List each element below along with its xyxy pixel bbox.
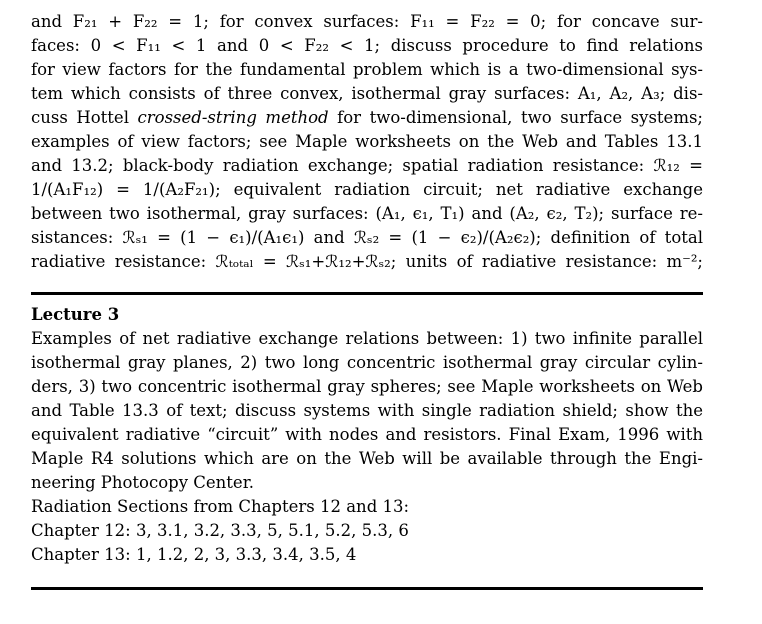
text-line: 1/(A₁F₁₂) = 1/(A₂F₂₁); equivalent radiation circuit; net radiative exchange bbox=[31, 180, 703, 199]
text-line: tem which consists of three convex, isothermal gray surfaces: A₁, A₂, A₃; dis- bbox=[31, 84, 703, 103]
text-line: equivalent radiative “circuit” with nodes and resistors. Final Exam, 1996 with bbox=[31, 425, 703, 444]
text-line: and Table 13.3 of text; discuss systems with single radiation shield; show the bbox=[31, 401, 703, 420]
lecture-3-heading: Lecture 3 bbox=[31, 305, 120, 324]
text-line: ders, 3) two concentric isothermal gray spheres; see Maple worksheets on Web bbox=[31, 377, 703, 396]
text-line: Maple R4 solutions which are on the Web will be available through the Engi- bbox=[31, 449, 703, 468]
lecture-2-text bbox=[31, 10, 703, 274]
text-fragment: for two-dimensional, two surface systems; bbox=[337, 108, 703, 127]
horizontal-rule bbox=[31, 292, 703, 295]
text-line: Chapter 12: 3, 3.1, 3.2, 3.3, 5, 5.1, 5.2, 5.3, 6 bbox=[31, 521, 409, 540]
horizontal-rule bbox=[31, 587, 703, 590]
text-line: and 13.2; black-body radiation exchange; spatial radiation resistance: ℛ₁₂ = bbox=[31, 156, 703, 175]
text-line: Radiation Sections from Chapters 12 and 13: bbox=[31, 497, 410, 516]
text-line-hottel bbox=[31, 106, 703, 130]
text-line: between two isothermal, gray surfaces: (A₁, ϵ₁, T₁) and (A₂, ϵ₂, T₂); surface re- bbox=[31, 204, 703, 223]
text-line: and F₂₁ + F₂₂ = 1; for convex surfaces: F₁₁ = F₂₂ = 0; for concave sur- bbox=[31, 12, 703, 31]
text-line: for view factors for the fundamental problem which is a two-dimensional sys- bbox=[31, 60, 703, 79]
text-line: neering Photocopy Center. bbox=[31, 473, 255, 492]
emphasis-crossed-string: crossed-string method bbox=[137, 108, 329, 127]
text-line: radiative resistance: ℛₜₒₜₐₗ = ℛₛ₁+ℛ₁₂+ℛₛ₂; units of radiative resistance: m⁻²; bbox=[31, 252, 703, 271]
text-line: faces: 0 < F₁₁ < 1 and 0 < F₂₂ < 1; discuss procedure to find relations bbox=[31, 36, 703, 55]
text-line: isothermal gray planes, 2) two long concentric isothermal gray circular cylin- bbox=[31, 353, 703, 372]
text-line: Examples of net radiative exchange relations between: 1) two infinite parallel bbox=[31, 329, 703, 348]
lecture-3-section bbox=[31, 303, 703, 567]
text-line: sistances: ℛₛ₁ = (1 − ϵ₁)/(A₁ϵ₁) and ℛₛ₂ = (1 − ϵ₂)/(A₂ϵ₂); definition of total bbox=[31, 228, 703, 247]
text-fragment: cuss Hottel bbox=[31, 108, 129, 127]
document-page bbox=[31, 10, 703, 590]
text-line: examples of view factors; see Maple worksheets on the Web and Tables 13.1 bbox=[31, 132, 703, 151]
text-line: Chapter 13: 1, 1.2, 2, 3, 3.3, 3.4, 3.5, 4 bbox=[31, 545, 357, 564]
